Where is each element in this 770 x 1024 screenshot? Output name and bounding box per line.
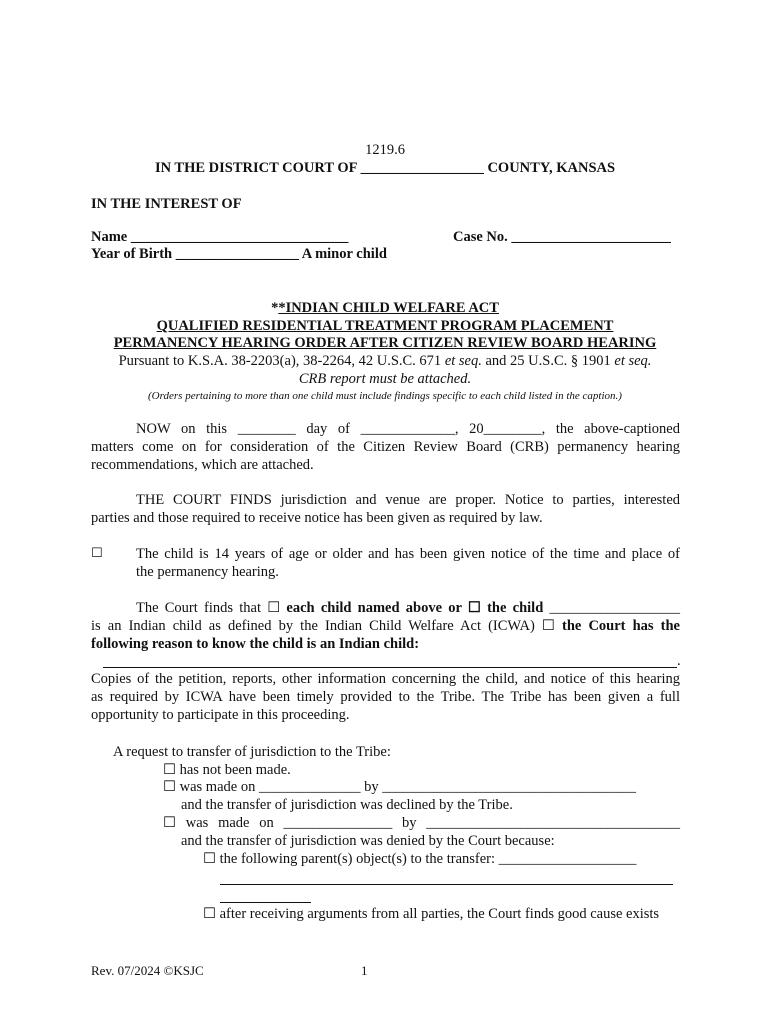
pursuant-text-b: et seq. — [444, 353, 482, 369]
denied-text: and the transfer of jurisdiction was denied by the Court because: — [181, 833, 555, 849]
option-not-made[interactable]: ☐ has not been made. — [163, 762, 291, 778]
parent-objection-blank-line-1[interactable] — [220, 884, 673, 885]
paragraph-court-finds — [91, 491, 680, 527]
reason-period: . — [677, 653, 681, 669]
title-icwa-text: *INDIAN CHILD WELFARE ACT — [278, 300, 499, 316]
pursuant-text-a: Pursuant to K.S.A. 38-2203(a), 38-2264, 42 U.S.C. 671 — [118, 353, 445, 369]
pursuant-text-d: et seq. — [614, 353, 652, 369]
case-number-line: Case No. ______________________ — [453, 229, 671, 245]
reason-blank-line[interactable] — [103, 667, 677, 668]
title-permanency-text: PERMANENCY HEARING ORDER AFTER CITIZEN REVIEW BOARD HEARING — [113, 335, 657, 351]
paragraph-now-line-1: NOW on this ________ day of _____________, 20________, the above-captioned — [136, 421, 680, 437]
icwa-line-2b: the Court has the — [562, 618, 680, 634]
transfer-intro: A request to transfer of jurisdiction to the Tribe: — [113, 744, 391, 760]
icwa-line-2 — [91, 617, 680, 635]
title-qrtp — [0, 317, 770, 335]
icwa-line-1c: __________________ — [543, 600, 680, 616]
paragraph-finds-line-2: parties and those required to receive notice has been given as required by law. — [91, 510, 543, 526]
icwa-line-1a: The Court finds that ☐ — [136, 600, 287, 616]
icwa-line-1b: each child named above or ☐ the child — [286, 600, 544, 616]
option-made-declined[interactable]: ☐ was made on ______________ by ___________________________________ — [163, 779, 636, 795]
paragraph-now — [91, 420, 680, 474]
page-number: 1 — [361, 963, 368, 978]
copies-line-3: opportunity to participate in this proceeding. — [91, 707, 350, 723]
icwa-line-2a: is an Indian child as defined by the Indian Child Welfare Act (ICWA) ☐ — [91, 618, 563, 634]
interest-of-heading: IN THE INTEREST OF — [91, 196, 242, 212]
crb-attached-note: CRB report must be attached. — [298, 371, 472, 387]
age-notice-line-1: The child is 14 years of age or older and has been given notice of the time and place of — [136, 546, 680, 562]
title-qrtp-text: QUALIFIED RESIDENTIAL TREATMENT PROGRAM PLACEMENT — [156, 318, 614, 334]
title-permanency — [0, 334, 770, 352]
icwa-line-1 — [91, 599, 680, 617]
copies-line-1: Copies of the petition, reports, other information concerning the child, and notice of this hearing — [91, 671, 680, 687]
option-parent-objects[interactable]: ☐ the following parent(s) object(s) to the transfer: ___________________ — [203, 851, 637, 867]
paragraph-now-line-3: recommendations, which are attached. — [91, 457, 314, 473]
pursuant-statute-line — [0, 352, 770, 370]
age-notice-text — [136, 545, 680, 581]
pursuant-text-c: and 25 U.S.C. § 1901 — [481, 353, 615, 369]
copies-paragraph — [91, 670, 680, 724]
paragraph-now-line-2: matters come on for consideration of the Citizen Review Board (CRB) permanency hearing — [91, 439, 680, 455]
declined-text: and the transfer of jurisdiction was declined by the Tribe. — [181, 797, 513, 813]
age-checkbox[interactable]: ☐ — [91, 546, 103, 561]
parent-objection-blank-line-2[interactable] — [220, 902, 311, 903]
name-field-line: Name ______________________________ — [91, 229, 349, 245]
age-notice-line-2: the permanency hearing. — [136, 564, 279, 580]
option-good-cause[interactable]: ☐ after receiving arguments from all parties, the Court finds good cause exists — [203, 906, 660, 922]
title-icwa: **INDIAN CHILD WELFARE ACT — [271, 300, 499, 316]
paragraph-finds-line-1: THE COURT FINDS jurisdiction and venue are proper. Notice to parties, interested — [136, 492, 680, 508]
option-made-denied[interactable]: ☐ was made on _______________ by ___________________________________ — [163, 815, 680, 831]
footer-revision: Rev. 07/2024 ©KSJC — [91, 963, 204, 978]
court-heading: IN THE DISTRICT COURT OF _________________ COUNTY, KANSAS — [154, 160, 616, 176]
year-of-birth-line: Year of Birth _________________ A minor child — [91, 246, 387, 262]
form-number: 1219.6 — [365, 142, 405, 158]
orders-note: (Orders pertaining to more than one child must include findings specific to each child listed in the caption.) — [148, 390, 622, 402]
icwa-line-3: following reason to know the child is an Indian child: — [91, 636, 420, 652]
copies-line-2: as required by ICWA have been timely provided to the Tribe. The Tribe has been given a full — [91, 689, 680, 705]
icwa-finding-paragraph — [91, 599, 680, 653]
